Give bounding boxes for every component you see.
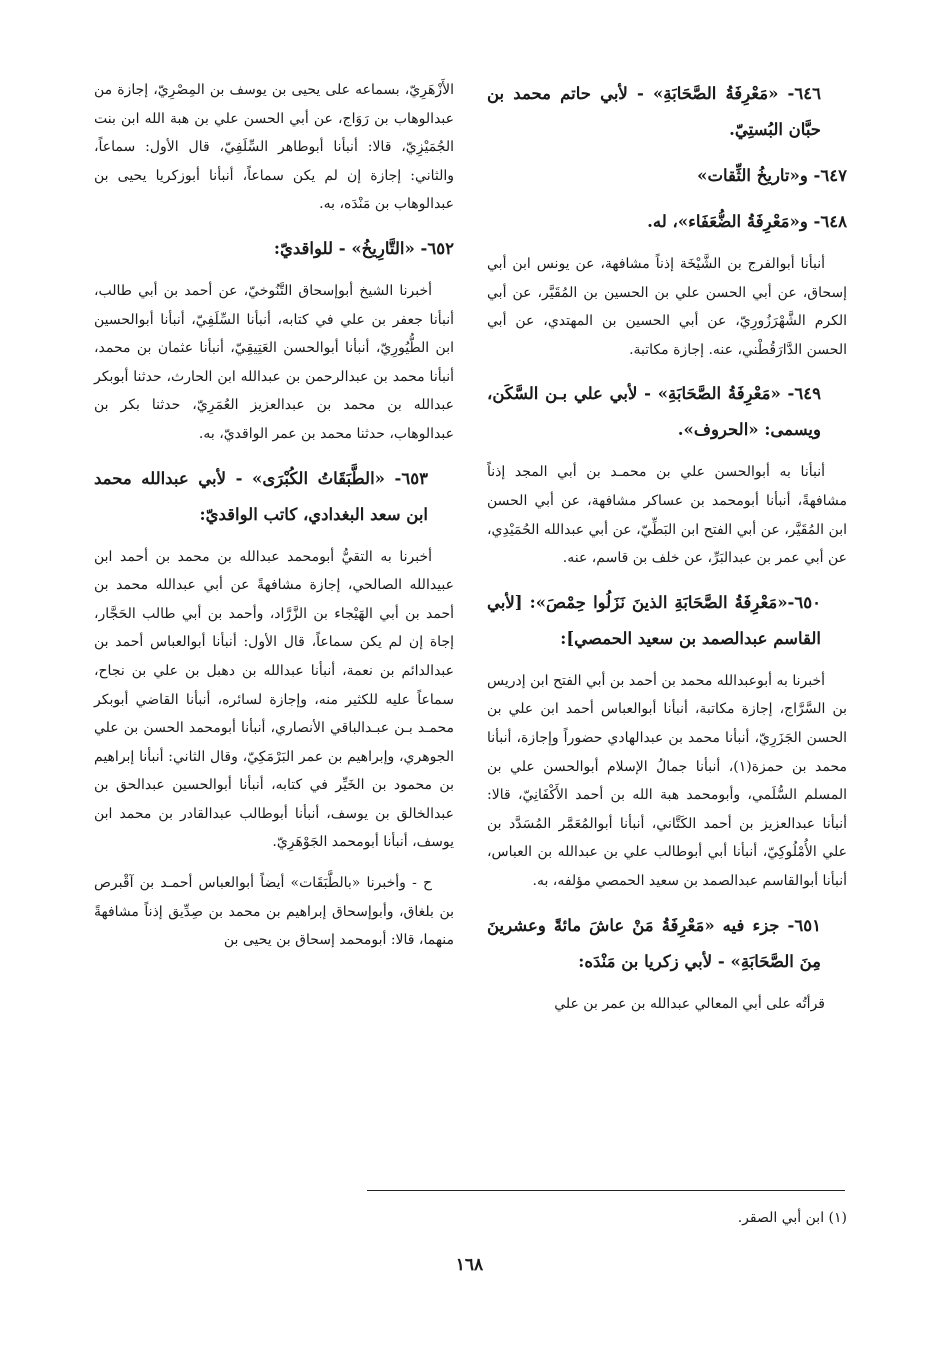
entry-heading-646: ٦٤٦- «مَعْرِفَةُ الصَّحَابَةِ» - لأبي حاتم محمد بن حبَّان البُستِيّ. — [487, 84, 821, 139]
entry-text-648: أنبأنا أبوالفرج بن الشَّيْخَة إذناً مشافهة، عن يونس ابن أبي إسحاق، عن أبي الحسن علي بن الحسين بن المُقَيَّر، عن أبي الكرم الشَّهْرَزُورِيّ، عن أبي الحسين بن المهتدي، عن أبي الحسن الدَّارَقُطْني، عنه. إجازة مكاتبة. — [487, 256, 847, 358]
entry-heading-650: ٦٥٠-«مَعْرِفَةُ الصَّحَابَةِ الذينَ نَزَلُوا حِمْصَ»: [لأبي القاسم عبدالصمد بن سعيد الحمصي]: — [487, 592, 821, 648]
left-column — [94, 76, 454, 967]
entry-text-652: أخبرنا الشيخ أبوإسحاق التَّنُوخيّ، عن أحمد بن أبي طالب، أنبأنا جعفر بن علي في كتابه، أنبأنا السِّلَفِيّ، أنبأنا أبوالحسين ابن الطُّيُورِيّ، أنبأنا أبوالحسن العَتِيقِيّ، أنبأنا عثمان بن محمد، أنبأنا محمد بن عبدالرحمن بن عبدالله ابن الحارث، حدثنا أبوبكر عبدالله بن محمد بن عبدالعزيز العُمَرِيّ، حدثنا بكر بن عبدالوهاب، حدثنا محمد بن عمر الواقديّ، به. — [94, 282, 454, 442]
entry-heading-651: ٦٥١- جزء فيه «مَعْرِفَةُ مَنْ عاشَ مائةً وعشرينَ مِنَ الصَّحَابَةِ» - لأبي زكريا بن مَنْدَه: — [487, 915, 821, 971]
entry-heading-648: ٦٤٨- و«مَعْرِفَةُ الضُّعَفَاء»، له. — [647, 212, 847, 231]
footnote: (١) ابن أبي الصقر. — [737, 1210, 847, 1226]
page-number: ١٦٨ — [455, 1255, 484, 1275]
continued-text: الأَزْهَرِيّ، بسماعه على يحيى بن يوسف بن المِصْرِيّ، إجازة من عبدالوهاب بن رَوَاج، عن أبي الحسن علي بن هبة الله ابن بنت الجُمَيْزِيّ، قالا: أنبأنا أبوطاهر السِّلَفِيّ، قال الأول: سماعاً، والثاني: إجازة إن لم يكن سماعاً، أنبأنا أبوزكريا يحيى بن عبدالوهاب بن مَنْدَه، به. — [94, 82, 454, 213]
entry-heading-647: ٦٤٧- و«تاريخُ الثِّقات» — [697, 166, 847, 185]
entry-text-653-continued: ح - وأخبرنا «بالطَّبَقَات» أيضاً أبوالعباس أحمـد بن آقْبرص بن بلغاق، وأبوإسحاق إبراهيم بن محمد بن صِدِّيق إذناً مشافهةً منهما، قالا: أبومحمد إسحاق بن يحيى بن — [94, 875, 454, 949]
entry-heading-652: ٦٥٢- «التَّارِيخُ» - للواقديّ: — [273, 238, 454, 258]
entry-text-653: أخبرنا به التقيُّ أبومحمد عبدالله بن محمد بن أحمد ابن عبيدالله الصالحي، إجازة مشافهةً عن أبي عبدالله محمد بن أحمد بن أبي الهَيْجاء بن الزَّرَّاد، وأحمد بن أبي طالب الحَجَّار، إجاة إن لم يكن سماعاً، قال الأول: أنبأنا أبوالعباس أحمد بن عبدالدائم بن نعمة، أنبأنا عبدالله بن دهبل بن علي بن نجاح، سماعاً عليه للكثير منه، وإجازة لسائره، أنبأنا القاضي أبوبكر محمـد بـن عبـدالباقي الأنصاري، أنبأنا أبومحمد الحسن بن علي الجوهري، وإبراهيم بن عمر البَرْمَكِيّ، وقال الثاني: أنبأنا إبراهيم بن محمود بن الخَيِّر في كتابه، أنبأنا أبوالحسين عبدالحق بن عبدالخالق بن يوسف، أنبأنا أبوطالب عبدالقادر بن محمد ابن يوسف، أنبأنا أبومحمد الجَوْهَرِيّ. — [94, 548, 454, 851]
right-column — [487, 76, 847, 1030]
entry-text-649: أنبأنا به أبوالحسن علي بن محمـد بن أبي المجد إذناً مشافهةً، أنبأنا أبومحمد بن عساكر مشافهة، عن أبي الحسن ابن المُقَيَّر، عن أبي الفتح ابن البَطِّيّ، عن أبي عبدالله الحُمَيْدِي، عن أبي عمر بن عبدالبَرِّ، عن خلف بن قاسم، عنه. — [487, 464, 847, 567]
entry-heading-653: ٦٥٣- «الطَّبَقَاتُ الكُبْرَى» - لأبي عبدالله محمد ابن سعد البغدادي، كاتب الواقديّ: — [94, 468, 428, 524]
entry-text-650: أخبرنا به أبوعبدالله محمد بن أحمد بن أبي الفتح ابن إدريس بن السَّرَّاج، إجازة مكاتبة، أنبأنا أبوالعباس أحمد ابن علي بن الحسن الجَزَرِيّ، أنبأنا محمد بن عبدالهادي حضوراً وإجازة، أنبأنا محمد بن حمزة(١)، أنبأنا جمالُ الإسلام أبوالحسن علي بن المسلم السُّلَمي، وأبومحمد هبة الله بن أحمد الأَكْفَانِيّ، قالا: أنبأنا عبدالعزيز بن أحمد الكَتَّاني، أنبأنا أبوالمُعَمَّر المُسَدَّد بن علي الأُمْلُوكِيّ، أنبأنا أبي أبوطالب علي بن عبدالله بن العباس، أنبأنا أبوالقاسم عبدالصمد بن سعيد الحمصي مؤلفه، به. — [487, 672, 848, 889]
footnote-divider — [367, 1190, 845, 1191]
entry-heading-649: ٦٤٩- «مَعْرِفَةُ الصَّحَابَةِ» - لأبي علي بـن السَّكَن، ويسمى: «الحروف». — [487, 384, 821, 440]
entry-text-651: قرأتُه على أبي المعالي عبدالله بن عمر بن علي — [554, 995, 825, 1012]
